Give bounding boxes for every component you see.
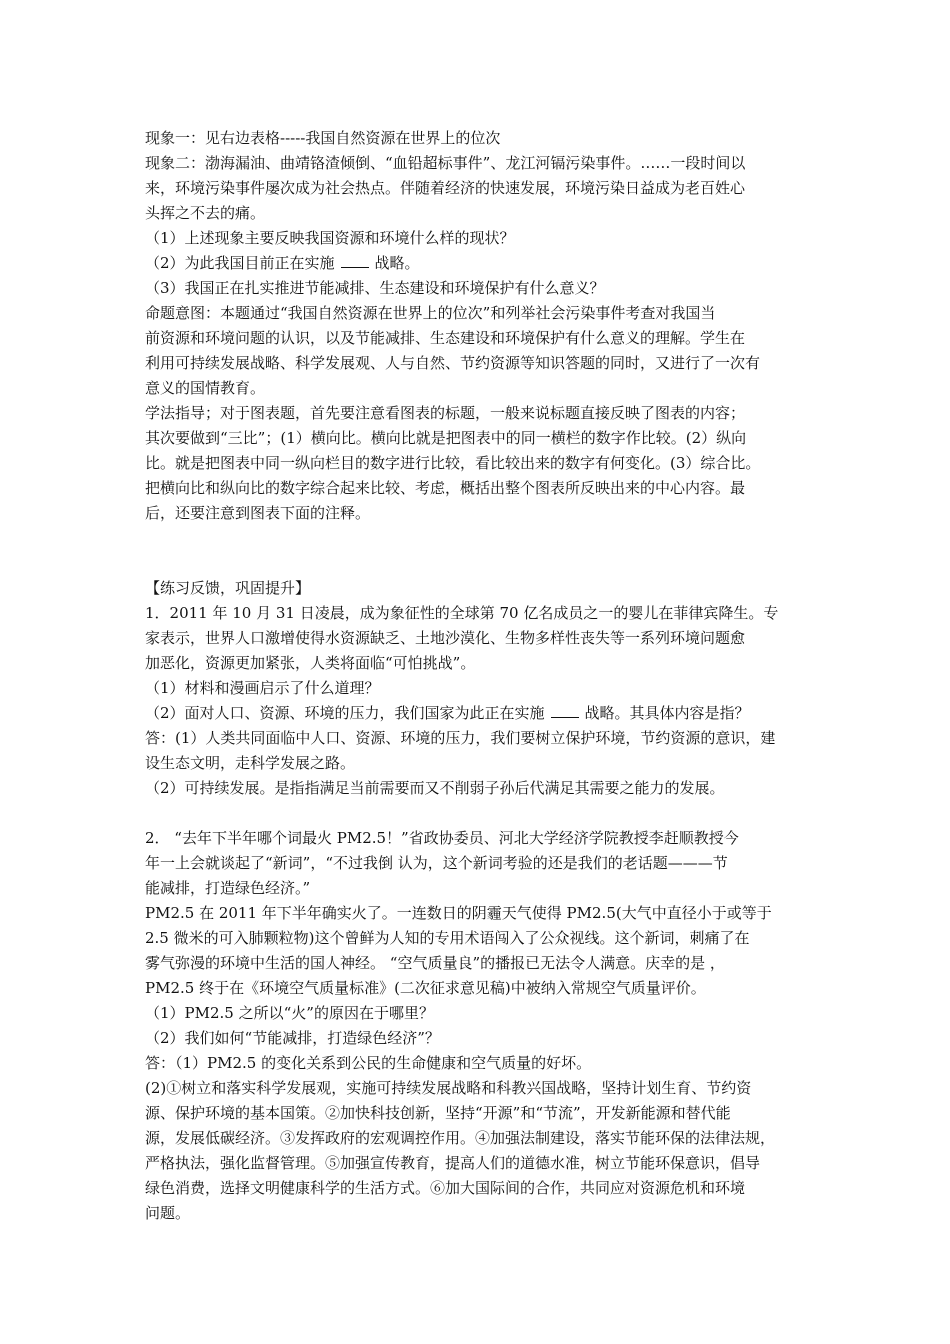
item2-answer-line: 源，发展低碳经济。③发挥政府的宏观调控作用。④加强法制建设，落实节能环保的法律法规， xyxy=(145,1129,776,1147)
intent-line: 利用可持续发展战略、科学发展观、人与自然、节约资源等知识答题的同时，又进行了一次有 xyxy=(145,354,761,372)
question-1: （1）上述现象主要反映我国资源和环境什么样的现状？ xyxy=(145,229,515,247)
document-page xyxy=(145,126,815,1226)
spacer xyxy=(145,801,815,826)
method-line: 比。就是把图表中同一纵向栏目的数字进行比较，看比较出来的数字有何变化。(3）综合比。 xyxy=(145,454,761,472)
item2-text-line: PM2.5 终于在《环境空气质量标准》(二次征求意见稿)中被纳入常规空气质量评价。 xyxy=(145,979,706,997)
question-2 xyxy=(145,251,815,276)
method-line: 学法指导；对于图表题，首先要注意看图表的标题，一般来说标题直接反映了图表的内容； xyxy=(145,404,746,422)
item1-question-2-text: （2）面对人口、资源、环境的压力，我们国家为此正在实施 xyxy=(145,704,545,722)
item1-answer-line: 设生态文明，走科学发展之路。 xyxy=(145,754,356,772)
question-2-text: （2）为此我国目前正在实施 xyxy=(145,254,335,272)
blank-underline xyxy=(341,253,369,268)
item2-text-line: 2.5 微米的可入肺颗粒物)这个曾鲜为人知的专用术语闯入了公众视线。这个新词，刺痛了在 xyxy=(145,929,750,947)
method-line: 后，还要注意到图表下面的注释。 xyxy=(145,504,371,522)
phenomenon-1: 现象一：见右边表格-----我国自然资源在世界上的位次 xyxy=(145,129,501,147)
spacer xyxy=(145,526,815,576)
item1-text-line: 加恶化，资源更加紧张，人类将面临“可怕挑战”。 xyxy=(145,654,476,672)
item2-text-line: PM2.5 在 2011 年下半年确实火了。一连数日的阴霾天气使得 PM2.5(大气中直径小于或等于 xyxy=(145,904,772,922)
item2-answer-line: 问题。 xyxy=(145,1204,191,1222)
method-line: 其次要做到“三比”；(1）横向比。横向比就是把图表中的同一横栏的数字作比较。(2）纵向 xyxy=(145,429,747,447)
intent-line: 意义的国情教育。 xyxy=(145,379,266,397)
item1-question-2 xyxy=(145,701,815,726)
intent-line: 命题意图：本题通过“我国自然资源在世界上的位次”和列举社会污染事件考查对我国当 xyxy=(145,304,716,322)
item2-answer-line: 严格执法，强化监督管理。⑤加强宣传教育，提高人们的道德水准，树立节能环保意识，倡导 xyxy=(145,1154,761,1172)
item2-text-line: 年一上会就谈起了“新词”，“不过我倒 认为，这个新词考验的还是我们的老话题———节 xyxy=(145,854,728,872)
intent-line: 前资源和环境问题的认识，以及节能减排、生态建设和环境保护有什么意义的理解。学生在 xyxy=(145,329,746,347)
question-2-suffix: 战略。 xyxy=(374,254,420,272)
item2-question-1: （1）PM2.5 之所以“火”的原因在于哪里？ xyxy=(145,1004,434,1022)
phenomenon-2-line: 头挥之不去的痛。 xyxy=(145,204,266,222)
phenomenon-2-line: 来，环境污染事件屡次成为社会热点。伴随着经济的快速发展，环境污染日益成为老百姓心 xyxy=(145,179,746,197)
item1-text-line: 1．2011 年 10 月 31 日凌晨，成为象征性的全球第 70 亿名成员之一的婴儿在菲律宾降生。专 xyxy=(145,604,779,622)
question-3: （3）我国正在扎实推进节能减排、生态建设和环境保护有什么意义？ xyxy=(145,279,605,297)
item2-answer-line: 答：（1）PM2.5 的变化关系到公民的生命健康和空气质量的好坏。 xyxy=(145,1054,592,1072)
item2-text-line: 2． “去年下半年哪个词最火 PM2.5！”省政协委员、河北大学经济学院教授李赶顺教授今 xyxy=(145,829,739,847)
item2-text-line: 雾气弥漫的环境中生活的国人神经。 “空气质量良”的播报已无法令人满意。庆幸的是 ， xyxy=(145,954,725,972)
method-line: 把横向比和纵向比的数字综合起来比较、考虑，概括出整个图表所反映出来的中心内容。最 xyxy=(145,479,746,497)
item2-answer-line: 绿色消费，选择文明健康科学的生活方式。⑥加大国际间的合作，共同应对资源危机和环境 xyxy=(145,1179,746,1197)
item1-text-line: 家表示，世界人口激增使得水资源缺乏、土地沙漠化、生物多样性丧失等一系列环境问题愈 xyxy=(145,629,746,647)
item2-answer-line: 源、保护环境的基本国策。②加快科技创新，坚持“开源”和“节流”，开发新能源和替代能 xyxy=(145,1104,731,1122)
blank-underline xyxy=(551,703,579,718)
item1-question-2-suffix: 战略。其具体内容是指？ xyxy=(584,704,750,722)
item1-question-1: （1）材料和漫画启示了什么道理？ xyxy=(145,679,380,697)
phenomenon-2-line: 现象二：渤海漏油、曲靖铬渣倾倒、“血铅超标事件”、龙江河镉污染事件。……一段时间以 xyxy=(145,154,746,172)
item1-answer-line: 答：(1）人类共同面临中人口、资源、环境的压力，我们要树立保护环境，节约资源的意识，建 xyxy=(145,729,776,747)
item2-question-2: （2）我们如何“节能减排，打造绿色经济”？ xyxy=(145,1029,440,1047)
item1-answer-line: （2）可持续发展。是指指满足当前需要而又不削弱子孙后代满足其需要之能力的发展。 xyxy=(145,779,725,797)
item2-text-line: 能减排，打造绿色经济。” xyxy=(145,879,311,897)
item2-answer-line: (2)①树立和落实科学发展观，实施可持续发展战略和科教兴国战略，坚持计划生育、节约资 xyxy=(145,1079,752,1097)
practice-heading: 【练习反馈，巩固提升】 xyxy=(145,579,311,597)
